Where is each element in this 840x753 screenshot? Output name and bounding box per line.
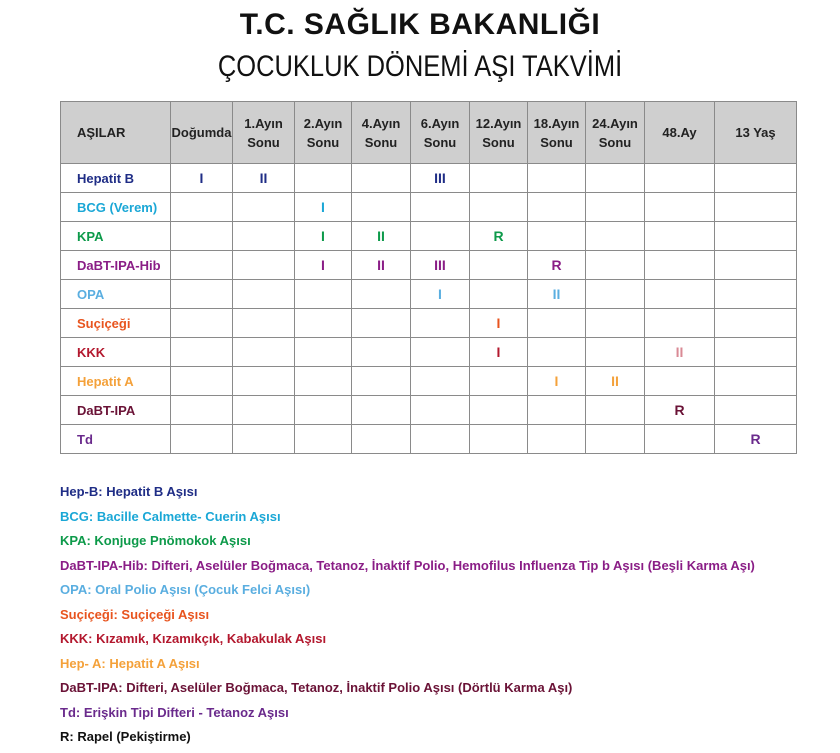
vaccine-name: Hepatit A bbox=[61, 367, 171, 396]
schedule-cell bbox=[645, 367, 715, 396]
vaccine-name: OPA bbox=[61, 280, 171, 309]
table-row bbox=[61, 251, 797, 280]
schedule-cell bbox=[352, 396, 411, 425]
legend-item: DaBT-IPA-Hib: Difteri, Aselüler Boğmaca, Tetanoz, İnaktif Polio, Hemofilus Influenza Tip b Aşısı (Beşli Karma Aşı) bbox=[60, 557, 755, 573]
schedule-cell bbox=[586, 425, 645, 454]
table-row bbox=[61, 396, 797, 425]
schedule-cell bbox=[233, 251, 295, 280]
vaccine-name: Hepatit B bbox=[61, 164, 171, 193]
schedule-cell bbox=[470, 251, 528, 280]
vaccine-schedule-table bbox=[60, 101, 797, 454]
schedule-cell bbox=[233, 338, 295, 367]
schedule-cell bbox=[352, 338, 411, 367]
legend-item: OPA: Oral Polio Aşısı (Çocuk Felci Aşısı) bbox=[60, 582, 311, 597]
schedule-cell bbox=[586, 396, 645, 425]
dose-mark: III bbox=[434, 170, 446, 186]
schedule-cell bbox=[645, 280, 715, 309]
schedule-cell bbox=[233, 425, 295, 454]
schedule-cell bbox=[470, 396, 528, 425]
table-header-row bbox=[61, 102, 797, 164]
schedule-cell bbox=[715, 338, 797, 367]
schedule-cell bbox=[470, 280, 528, 309]
schedule-cell bbox=[528, 396, 586, 425]
column-header-age: 1.Ayın Sonu bbox=[233, 102, 295, 164]
vaccine-name: Td bbox=[61, 425, 171, 454]
table-row bbox=[61, 164, 797, 193]
schedule-cell bbox=[233, 396, 295, 425]
schedule-cell bbox=[645, 222, 715, 251]
schedule-cell bbox=[645, 309, 715, 338]
schedule-cell bbox=[528, 367, 586, 396]
legend-item: BCG: Bacille Calmette- Cuerin Aşısı bbox=[60, 508, 281, 524]
dose-mark: II bbox=[611, 373, 619, 389]
dose-mark: I bbox=[554, 373, 559, 389]
dose-mark: R bbox=[750, 431, 761, 447]
table-row bbox=[61, 222, 797, 251]
dose-mark: I bbox=[199, 170, 204, 186]
schedule-cell bbox=[528, 280, 586, 309]
dose-mark: II bbox=[377, 257, 385, 273]
schedule-cell bbox=[171, 367, 233, 396]
schedule-cell bbox=[171, 425, 233, 454]
schedule-cell bbox=[295, 338, 352, 367]
schedule-cell bbox=[411, 396, 470, 425]
legend-item: R: Rapel (Pekiştirme) bbox=[60, 729, 191, 744]
column-header-vaccines: AŞILAR bbox=[61, 102, 171, 164]
schedule-cell bbox=[586, 280, 645, 309]
schedule-cell bbox=[352, 222, 411, 251]
column-header-age: 48.Ay bbox=[645, 102, 715, 164]
schedule-cell bbox=[645, 425, 715, 454]
dose-mark: III bbox=[434, 257, 446, 273]
schedule-cell bbox=[645, 193, 715, 222]
page-subtitle: ÇOCUKLUK DÖNEMİ AŞI TAKVİMİ bbox=[217, 50, 623, 83]
schedule-cell bbox=[171, 164, 233, 193]
schedule-cell bbox=[352, 280, 411, 309]
vaccine-name: BCG (Verem) bbox=[61, 193, 171, 222]
vaccine-name: DaBT-IPA-Hib bbox=[61, 251, 171, 280]
column-header-age: 6.Ayın Sonu bbox=[411, 102, 470, 164]
schedule-cell bbox=[411, 425, 470, 454]
page-title: T.C. SAĞLIK BAKANLIĞI bbox=[239, 8, 601, 41]
schedule-cell bbox=[295, 164, 352, 193]
schedule-cell bbox=[645, 251, 715, 280]
schedule-cell bbox=[645, 396, 715, 425]
schedule-cell bbox=[171, 222, 233, 251]
schedule-cell bbox=[233, 367, 295, 396]
schedule-cell bbox=[171, 280, 233, 309]
dose-mark: R bbox=[551, 257, 562, 273]
legend-item: DaBT-IPA: Difteri, Aselüler Boğmaca, Tetanoz, İnaktif Polio Aşısı (Dörtlü Karma Aşı) bbox=[60, 680, 573, 695]
schedule-cell bbox=[411, 367, 470, 396]
schedule-cell bbox=[586, 222, 645, 251]
legend-item: Suçiçeği: Suçiçeği Aşısı bbox=[60, 606, 210, 622]
schedule-cell bbox=[470, 309, 528, 338]
legend bbox=[60, 480, 755, 750]
schedule-cell bbox=[295, 193, 352, 222]
schedule-cell bbox=[715, 251, 797, 280]
schedule-cell bbox=[171, 396, 233, 425]
column-header-age: 12.Ayın Sonu bbox=[470, 102, 528, 164]
legend-item: KKK: Kızamık, Kızamıkçık, Kabakulak Aşısı bbox=[60, 631, 327, 646]
schedule-cell bbox=[470, 193, 528, 222]
schedule-cell bbox=[295, 396, 352, 425]
dose-mark: II bbox=[259, 170, 268, 186]
schedule-cell bbox=[715, 396, 797, 425]
schedule-cell bbox=[715, 425, 797, 454]
legend-item: Hep- A: Hepatit A Aşısı bbox=[60, 655, 200, 671]
dose-mark: R bbox=[493, 228, 504, 244]
vaccine-name: Suçiçeği bbox=[61, 309, 171, 338]
legend-item: Td: Erişkin Tipi Difteri - Tetanoz Aşısı bbox=[60, 704, 289, 720]
schedule-cell bbox=[470, 425, 528, 454]
column-header-age: 18.Ayın Sonu bbox=[528, 102, 586, 164]
vaccine-name: KPA bbox=[61, 222, 171, 251]
dose-mark: I bbox=[496, 344, 501, 360]
schedule-cell bbox=[528, 425, 586, 454]
schedule-cell bbox=[528, 164, 586, 193]
schedule-cell bbox=[171, 251, 233, 280]
schedule-cell bbox=[470, 164, 528, 193]
schedule-cell bbox=[352, 193, 411, 222]
schedule-cell bbox=[586, 164, 645, 193]
schedule-cell bbox=[645, 338, 715, 367]
legend-item: Hep-B: Hepatit B Aşısı bbox=[60, 484, 198, 499]
schedule-cell bbox=[470, 222, 528, 251]
dose-mark: II bbox=[377, 228, 385, 244]
legend-item: KPA: Konjuge Pnömokok Aşısı bbox=[60, 533, 251, 548]
schedule-cell bbox=[586, 338, 645, 367]
schedule-cell bbox=[411, 222, 470, 251]
column-header-age: Doğumda bbox=[171, 102, 233, 164]
schedule-cell bbox=[411, 251, 470, 280]
schedule-cell bbox=[528, 338, 586, 367]
schedule-cell bbox=[411, 164, 470, 193]
schedule-cell bbox=[295, 251, 352, 280]
schedule-cell bbox=[715, 193, 797, 222]
schedule-cell bbox=[715, 280, 797, 309]
column-header-age: 24.Ayın Sonu bbox=[586, 102, 645, 164]
schedule-cell bbox=[470, 367, 528, 396]
schedule-cell bbox=[352, 164, 411, 193]
schedule-cell bbox=[586, 309, 645, 338]
schedule-cell bbox=[233, 164, 295, 193]
schedule-cell bbox=[528, 309, 586, 338]
schedule-cell bbox=[586, 251, 645, 280]
dose-mark: R bbox=[674, 402, 685, 418]
column-header-age: 13 Yaş bbox=[715, 102, 797, 164]
schedule-cell bbox=[295, 309, 352, 338]
schedule-cell bbox=[715, 164, 797, 193]
schedule-cell bbox=[715, 222, 797, 251]
column-header-age: 2.Ayın Sonu bbox=[295, 102, 352, 164]
dose-mark: II bbox=[552, 286, 561, 302]
vaccine-name: DaBT-IPA bbox=[61, 396, 171, 425]
schedule-cell bbox=[171, 193, 233, 222]
schedule-cell bbox=[528, 222, 586, 251]
schedule-cell bbox=[411, 193, 470, 222]
schedule-cell bbox=[171, 309, 233, 338]
schedule-cell bbox=[470, 338, 528, 367]
dose-mark: I bbox=[321, 228, 325, 244]
dose-mark: I bbox=[496, 315, 501, 331]
schedule-cell bbox=[233, 309, 295, 338]
schedule-cell bbox=[586, 367, 645, 396]
table-body bbox=[61, 164, 797, 454]
schedule-cell bbox=[586, 193, 645, 222]
table-row bbox=[61, 425, 797, 454]
schedule-cell bbox=[352, 367, 411, 396]
schedule-cell bbox=[645, 164, 715, 193]
table-row bbox=[61, 193, 797, 222]
schedule-cell bbox=[352, 251, 411, 280]
schedule-cell bbox=[528, 251, 586, 280]
schedule-cell bbox=[411, 309, 470, 338]
schedule-cell bbox=[528, 193, 586, 222]
table-row bbox=[61, 309, 797, 338]
table-row bbox=[61, 367, 797, 396]
column-header-age: 4.Ayın Sonu bbox=[352, 102, 411, 164]
schedule-cell bbox=[352, 309, 411, 338]
vaccine-name: KKK bbox=[61, 338, 171, 367]
schedule-cell bbox=[411, 338, 470, 367]
schedule-cell bbox=[352, 425, 411, 454]
schedule-cell bbox=[295, 367, 352, 396]
schedule-cell bbox=[411, 280, 470, 309]
schedule-cell bbox=[233, 193, 295, 222]
schedule-cell bbox=[233, 280, 295, 309]
schedule-cell bbox=[171, 338, 233, 367]
dose-mark: II bbox=[675, 344, 684, 360]
schedule-cell bbox=[295, 425, 352, 454]
dose-mark: I bbox=[438, 286, 442, 302]
schedule-cell bbox=[295, 280, 352, 309]
table-row bbox=[61, 280, 797, 309]
schedule-cell bbox=[715, 367, 797, 396]
schedule-cell bbox=[233, 222, 295, 251]
schedule-cell bbox=[295, 222, 352, 251]
dose-mark: I bbox=[321, 199, 325, 215]
table-row bbox=[61, 338, 797, 367]
dose-mark: I bbox=[321, 257, 325, 273]
schedule-cell bbox=[715, 309, 797, 338]
